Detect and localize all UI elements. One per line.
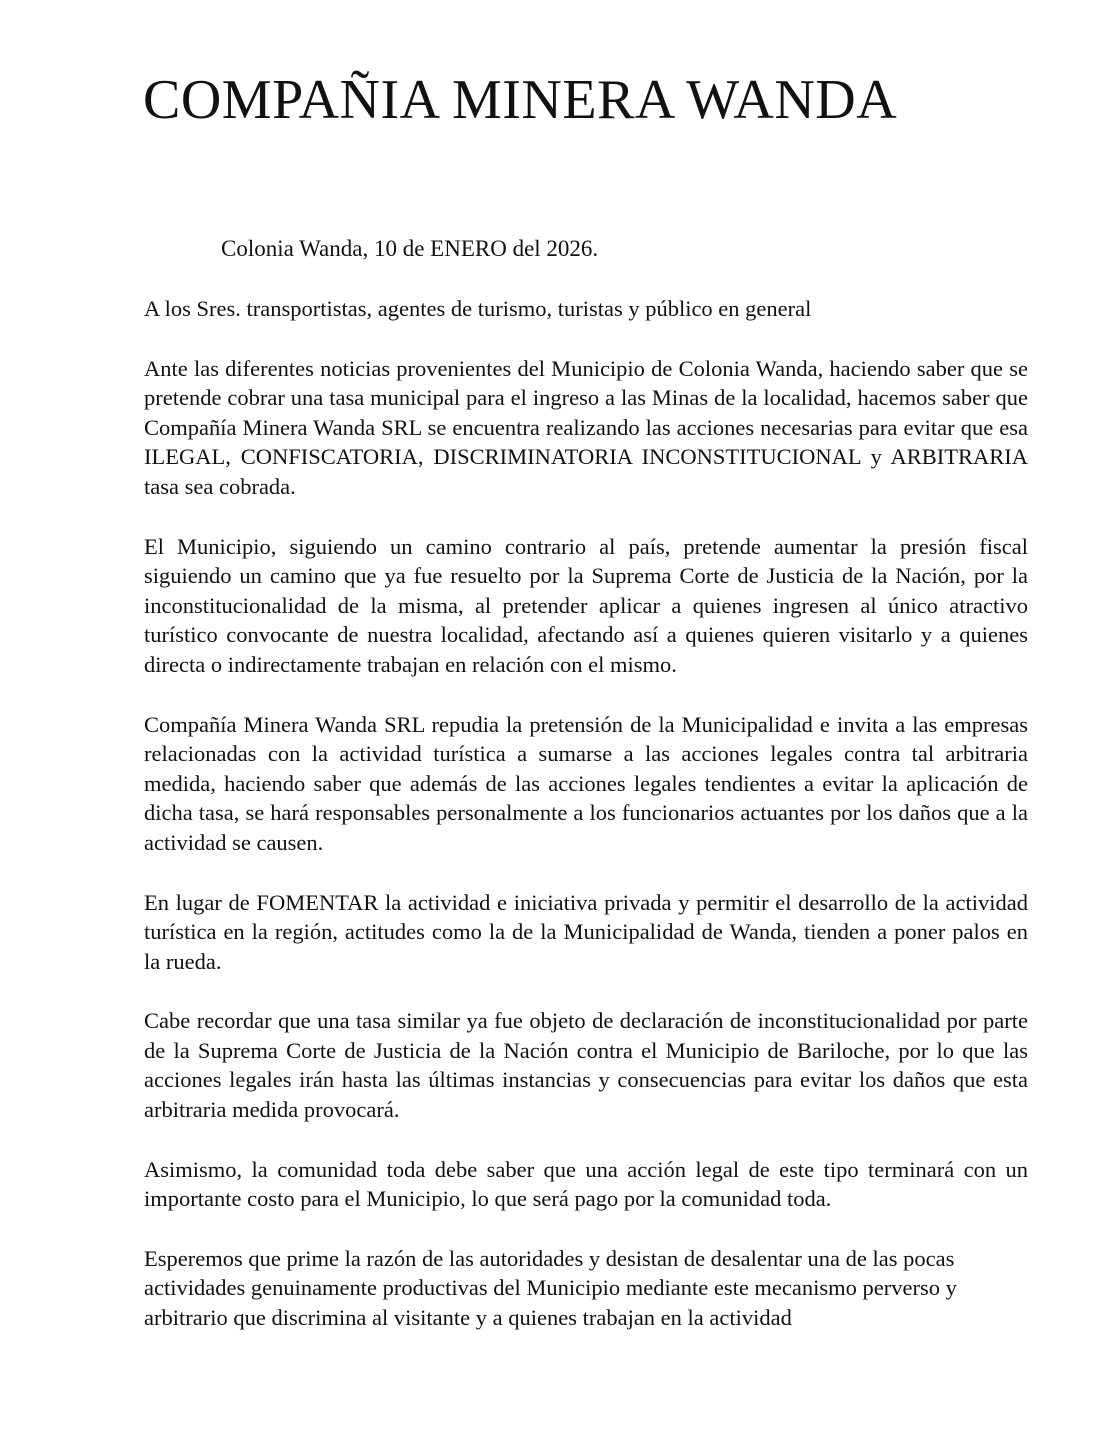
company-letterhead-title: COMPAÑIA MINERA WANDA [143, 69, 898, 131]
paragraph-company-repudiation: Compañía Minera Wanda SRL repudia la pretensión de la Municipalidad e invita a las empresas relacionadas con la actividad turística a sumarse a las acciones legales contra tal arbitraria medida, haciendo saber que además de las acciones legales tendientes a evitar la aplicación de dicha tasa, se hará responsables personalmente a los funcionarios actuantes por los daños que a la actividad se causen. [144, 711, 1028, 855]
letter-salutation: A los Sres. transportistas, agentes de turismo, turistas y público en general [144, 296, 812, 321]
paragraph-bariloche-precedent: Cabe recordar que una tasa similar ya fue objeto de declaración de inconstitucionalidad por parte de la Suprema Corte de Justicia de la Nación contra el Municipio de Bariloche, por lo que las acciones legales irán hasta las últimas instancias y consecuencias para evitar los daños que esta arbitraria medida provocará. [144, 1008, 1028, 1123]
paragraph-community-cost: Asimismo, la comunidad toda debe saber que una acción legal de este tipo terminará con un importante costo para el Municipio, lo que será pago por la comunidad toda. [144, 1156, 1028, 1212]
paragraph-fiscal-pressure: El Municipio, siguiendo un camino contrario al país, pretende aumentar la presión fiscal siguiendo un camino que ya fue resuelto por la Suprema Corte de Justicia de la Nación, por la inconstitucionalidad de la misma, al pretender aplicar a quienes ingresen al único atractivo turístico convocante de nuestra localidad, afectando así a quienes quieren visitarlo y a quienes directa o indirectamente trabajan en relación con el mismo. [144, 533, 1028, 677]
letter-dateline: Colonia Wanda, 10 de ENERO del 2026. [221, 236, 599, 261]
paragraph-promote-activity: En lugar de FOMENTAR la actividad e iniciativa privada y permitir el desarrollo de la actividad turística en la región, actitudes como la de la Municipalidad de Wanda, tienden a poner palos en la rueda. [144, 889, 1028, 974]
paragraph-closing-appeal: Esperemos que prime la razón de las autoridades y desistan de desalentar una de las pocas actividades genuinamente productivas del Municipio mediante este mecanismo perverso y arbitrario que discrimina al visitante y a quienes trabajan en la actividad [144, 1245, 957, 1331]
letter-body [144, 294, 1028, 1333]
paragraph-municipal-tax-notice: Ante las diferentes noticias provenientes del Municipio de Colonia Wanda, haciendo saber que se pretende cobrar una tasa municipal para el ingreso a las Minas de la localidad, hacemos saber que Compañía Minera Wanda SRL se encuentra realizando las acciones necesarias para evitar que esa ILEGAL, CONFISCATORIA, DISCRIMINATORIA INCONSTITUCIONAL y ARBITRARIA tasa sea cobrada. [144, 355, 1028, 499]
